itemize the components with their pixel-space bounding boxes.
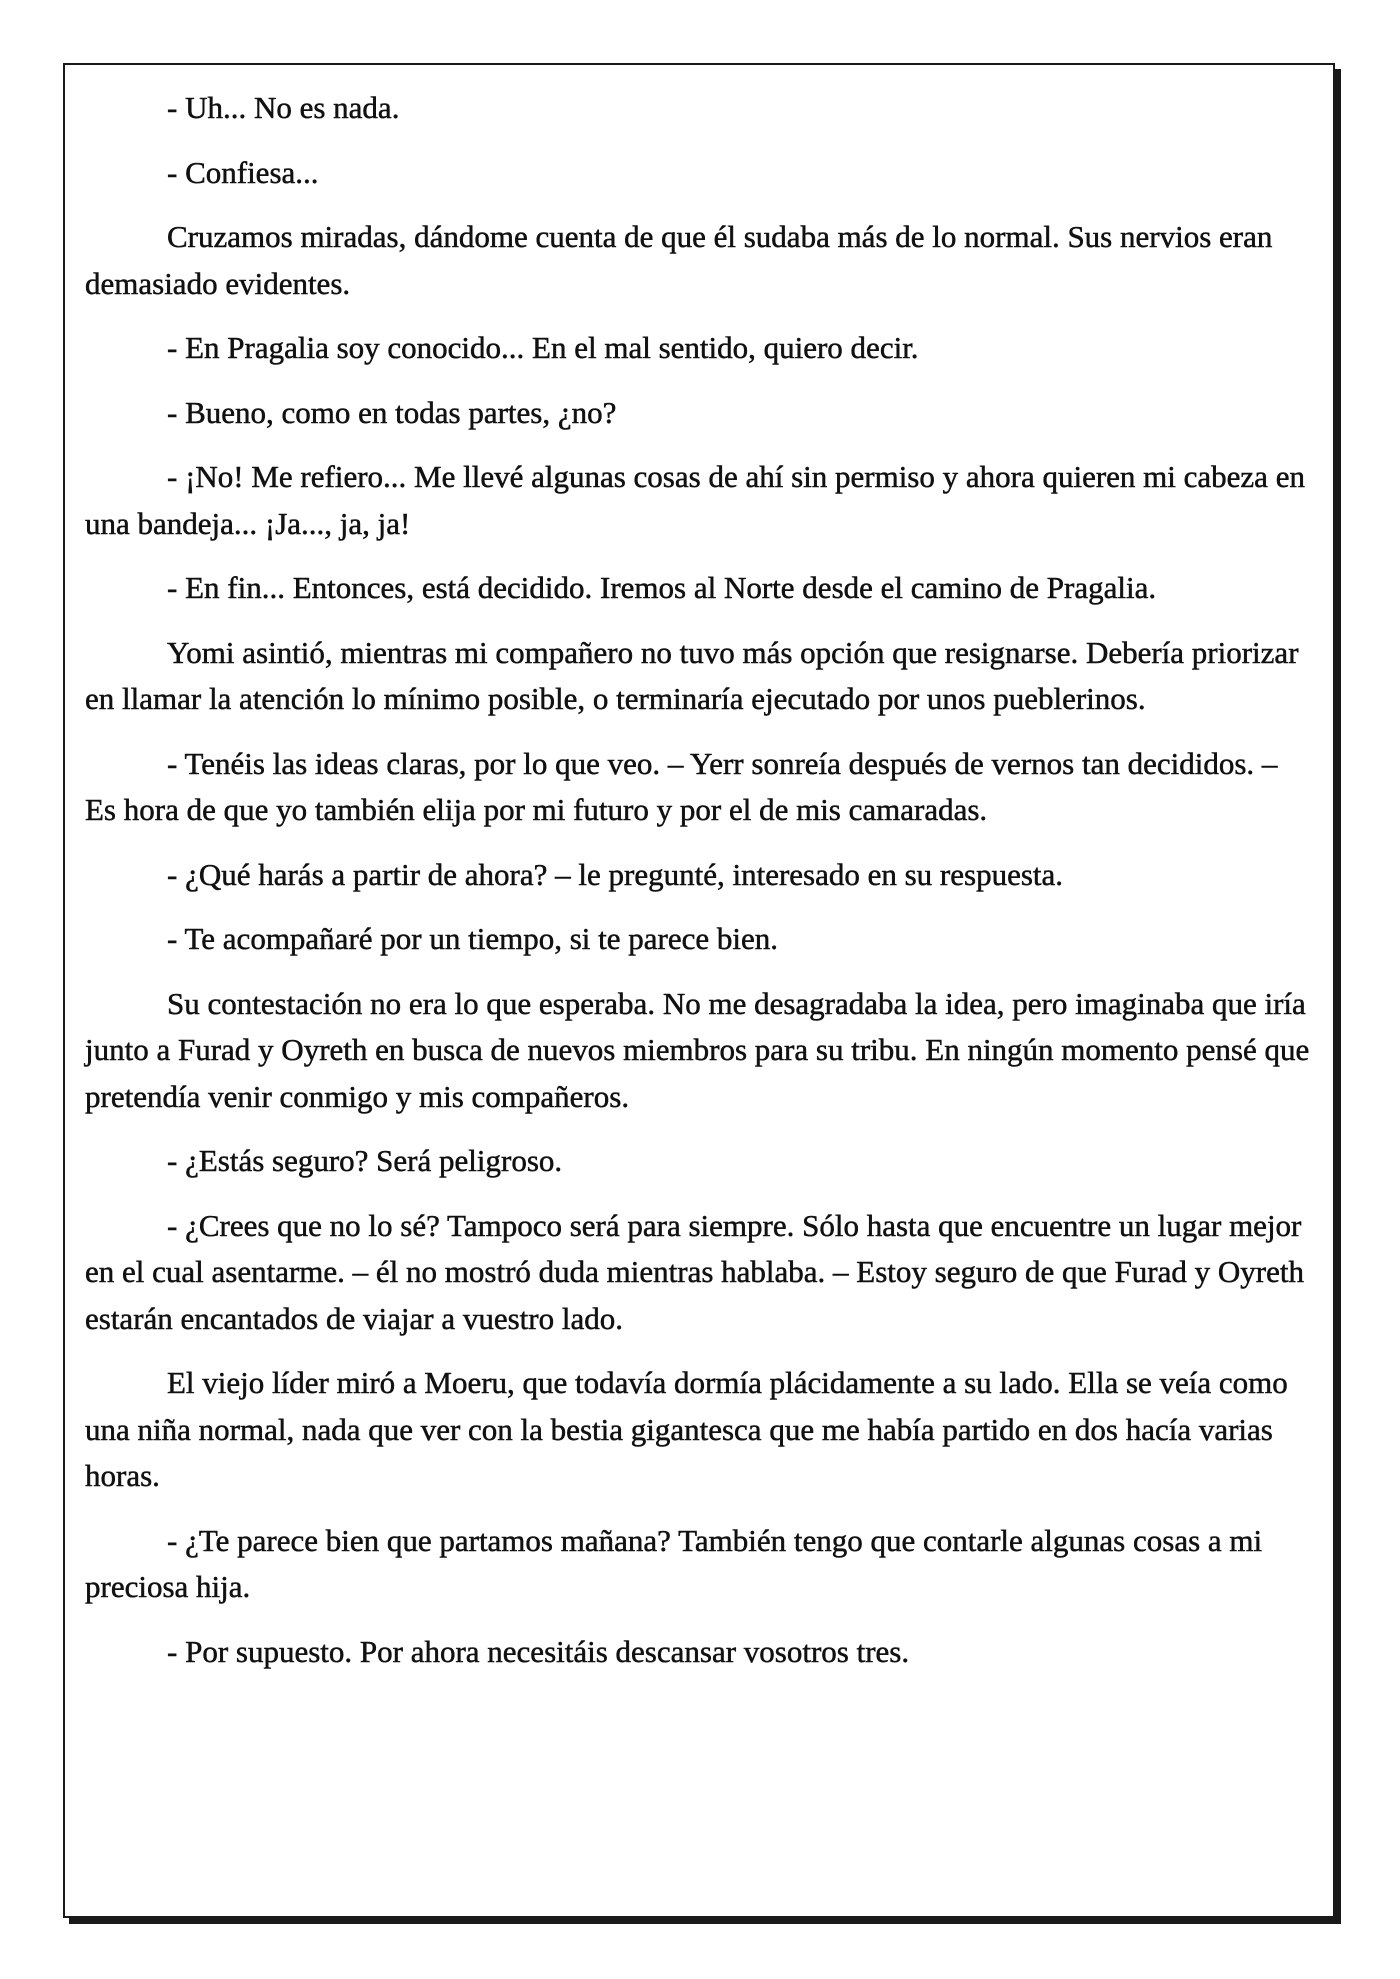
paragraph: - ¡No! Me refiero... Me llevé algunas cosas de ahí sin permiso y ahora quieren mi cabeza en una bandeja... ¡Ja..., ja, ja! xyxy=(85,459,1305,541)
paragraph: - ¿Crees que no lo sé? Tampoco será para siempre. Sólo hasta que encuentre un lugar mejor en el cual asentarme. – él no mostró duda mientras hablaba. – Estoy seguro de que Furad y Oyreth estarán encantados de viajar a vuestro lado. xyxy=(85,1207,1304,1336)
paragraph: - Confiesa... xyxy=(167,154,319,190)
paragraph: El viejo líder miró a Moeru, que todavía dormía plácidamente a su lado. Ella se veía como una niña normal, nada que ver con la bestia gigantesca que me había partido en dos hacía varias horas. xyxy=(85,1365,1288,1493)
paragraph: - ¿Te parece bien que partamos mañana? También tengo que contarle algunas cosas a mi preciosa hija. xyxy=(85,1522,1263,1604)
page-frame xyxy=(63,63,1335,1918)
paragraph: Yomi asintió, mientras mi compañero no tuvo más opción que resignarse. Debería priorizar en llamar la atención lo mínimo posible, o terminaría ejecutado por unos pueblerinos. xyxy=(85,634,1299,716)
paragraph: - Bueno, como en todas partes, ¿no? xyxy=(167,394,617,430)
paragraph: - En fin... Entonces, está decidido. Iremos al Norte desde el camino de Pragalia. xyxy=(167,570,1157,605)
document-body xyxy=(85,85,1313,1693)
paragraph: - En Pragalia soy conocido... En el mal sentido, quiero decir. xyxy=(167,330,919,365)
paragraph: - ¿Estás seguro? Será peligroso. xyxy=(167,1143,563,1178)
paragraph: Cruzamos miradas, dándome cuenta de que él sudaba más de lo normal. Sus nervios eran demasiado evidentes. xyxy=(85,219,1273,301)
paragraph: - Uh... No es nada. xyxy=(167,90,400,125)
paragraph: Su contestación no era lo que esperaba. No me desagradaba la idea, pero imaginaba que iría junto a Furad y Oyreth en busca de nuevos miembros para su tribu. En ningún momento pensé que pretendía venir conmigo y mis compañeros. xyxy=(85,985,1310,1114)
paragraph: - Te acompañaré por un tiempo, si te parece bien. xyxy=(167,921,778,956)
paragraph: - Tenéis las ideas claras, por lo que veo. – Yerr sonreía después de vernos tan decididos. – Es hora de que yo también elija por mi futuro y por el de mis camaradas. xyxy=(85,745,1278,827)
paragraph: - Por supuesto. Por ahora necesitáis descansar vosotros tres. xyxy=(167,1633,910,1669)
paragraph: - ¿Qué harás a partir de ahora? – le pregunté, interesado en su respuesta. xyxy=(167,856,1064,892)
